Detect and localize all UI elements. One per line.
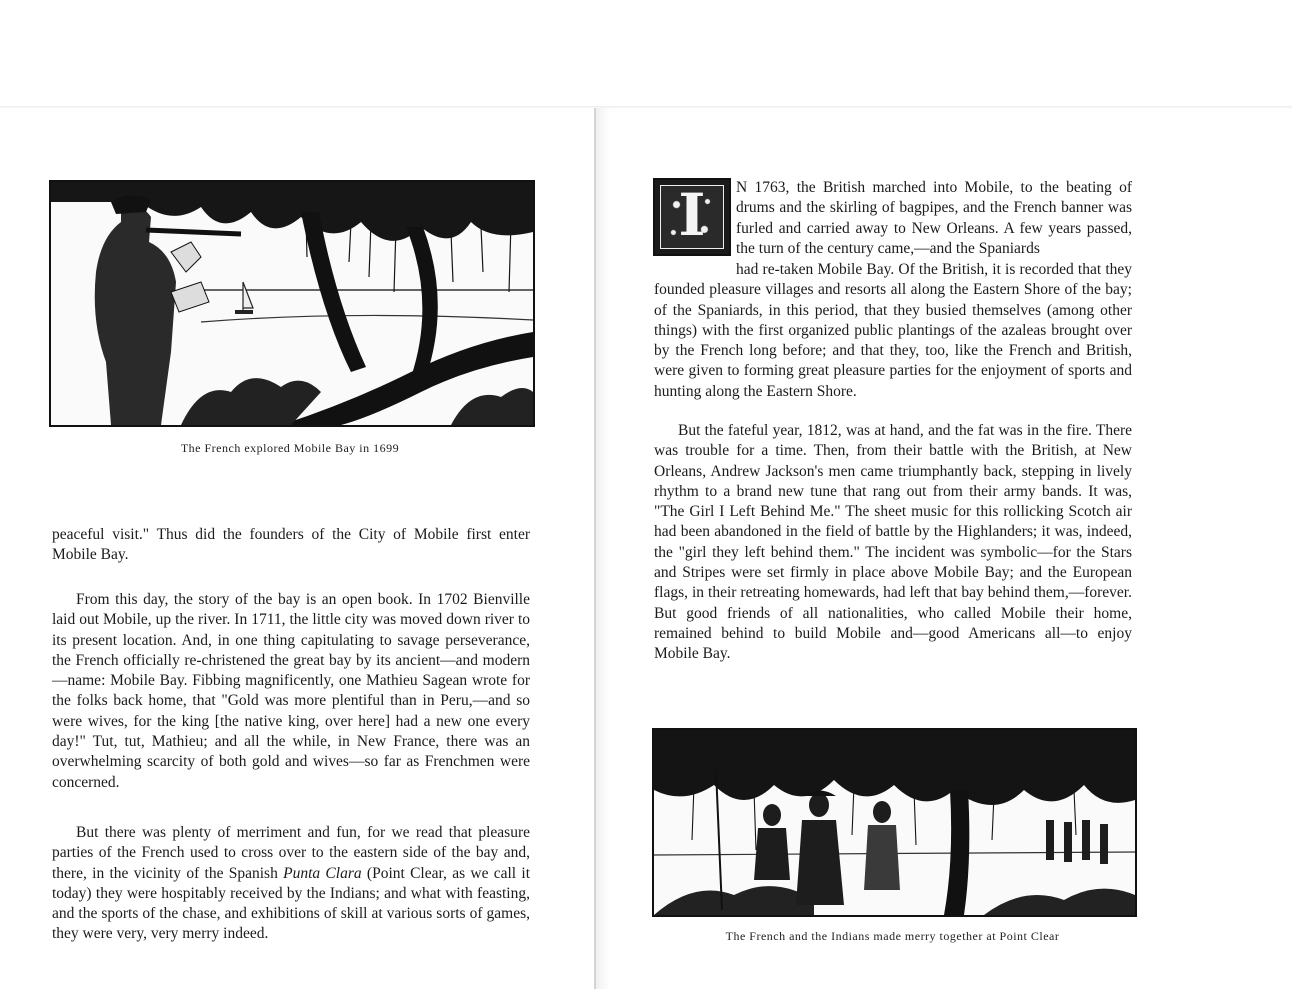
paragraph-text: But there was plenty of merriment and fun, for we read that pleasure parties of the French used to cross over to the eastern side of the bay and, there, in the vicinity of the Spanish (52, 824, 530, 882)
explorer-with-telescope-illustration (49, 180, 535, 427)
gutter-shadow (596, 108, 610, 989)
paragraph: But the fateful year, 1812, was at hand, and the fat was in the fire. There was trouble for a time. Then, from their battle with the British, at New Orleans, Andrew Jackson's men came triumphantly back, stepping in lively rhythm to a brand new tune that rang out from their army bands. It was, "The Girl I Left Behind Me." The sheet music for this rollicking Scotch air had been abandoned in the field of battle by the Highlanders; it was, indeed, the "girl they left behind them." The incident was symbolic—for the Stars and Stripes were set firmly in place above Mobile Bay; and the European flags, in their retreating homewards, had left that bay behind them,—forever. But good friends of all nationalities, who called Mobile their home, remained behind to build Mobile and—good Americans all—to enjoy Mobile Bay. (654, 422, 1132, 663)
paragraph: From this day, the story of the bay is an open book. In 1702 Bienville laid out Mobile, up the river. In 1711, the little city was moved down river to its present location. And, in one thing capitulating to savage perseverance, the French officially re-christened the great bay by its ancient—and modern—name: Mobile Bay. Fibbing magnificently, one Mathieu Sagean wrote for the folks back home, that "Gold was more plentiful than in Peru,—and so were wives, for the king [the native king, over here] had a new one every day!" Tut, tut, Mathieu; and all the while, in New France, there was an overwhelming scarcity of both gold and wives—so far as Frenchmen were concerned. (52, 591, 530, 791)
french-and-indians-illustration (652, 728, 1137, 917)
paragraph-text: N 1763, the British marched into Mobile, to the beating of drums and the skirling of bagpipes, and the French banner was furled and carried away to New Orleans. A few years passed, the turn of the century came,—and the Spaniards (736, 179, 1132, 257)
illustration-caption: The French and the Indians made merry together at Point Clear (725, 929, 1060, 943)
illustration-caption: The French explored Mobile Bay in 1699 (180, 441, 400, 455)
paragraph: peaceful visit." Thus did the founders of the City of Mobile first enter Mobile Bay. (52, 526, 530, 564)
paragraph-intro-continued: had re-taken Mobile Bay. Of the British, it is recorded that they founded pleasure villages and resorts all along the Eastern Shore of the bay; of the Spaniards, in this period, that they busied themselves (among other things) with the first organized public plantings of the azaleas brought over by the French long before; and that they, too, like the French and British, were given to forming great pleasure parties for the enjoyment of sports and hunting along the Eastern Shore. (654, 261, 1132, 400)
paragraph-text: (Point Clear, as we call it today) they were hospitably received by the Indians; and what with feasting, and the sports of the chase, and exhibitions of skill at various sorts of games, they were very, very merry indeed. (52, 864, 531, 943)
paragraph-intro (736, 178, 1132, 259)
drop-cap-letter: I (678, 181, 706, 249)
ornamental-initial-icon (653, 178, 731, 256)
italic-place-name: Punta Clara (283, 864, 362, 882)
paragraph-punta-clara (52, 823, 530, 945)
page-top-edge (0, 106, 1292, 109)
